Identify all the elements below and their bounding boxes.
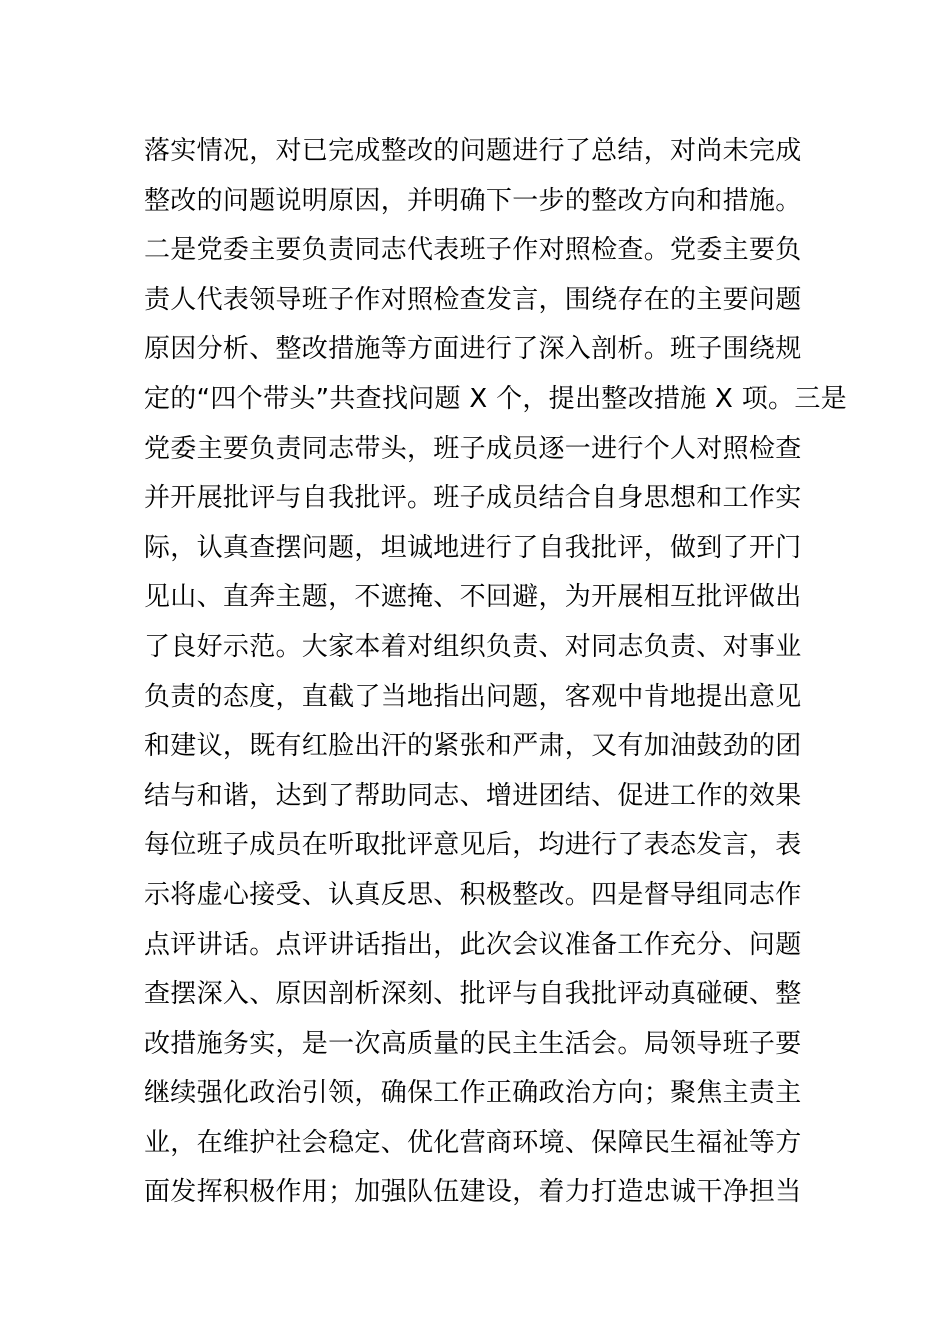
text-line: 见山、直奔主题，不遮掩、不回避，为开展相互批评做出 bbox=[144, 582, 802, 613]
text-line: 面发挥积极作用；加强队伍建设，着力打造忠诚干净担当 bbox=[144, 1177, 802, 1208]
text-line: 点评讲话。点评讲话指出，此次会议准备工作充分、问题 bbox=[144, 929, 802, 960]
text-line: 业，在维护社会稳定、优化营商环境、保障民生福祉等方 bbox=[144, 1127, 802, 1158]
text-line: 责人代表领导班子作对照检查发言，围绕存在的主要问题 bbox=[144, 284, 802, 315]
text-line: 结与和谐，达到了帮助同志、增进团结、促进工作的效果 bbox=[144, 780, 802, 811]
text-line: 整改的问题说明原因，并明确下一步的整改方向和措施。 bbox=[144, 185, 802, 216]
text-line: 每位班子成员在听取批评意见后，均进行了表态发言，表 bbox=[144, 830, 802, 861]
text-line: 继续强化政治引领，确保工作正确政治方向；聚焦主责主 bbox=[144, 1078, 802, 1109]
text-line: 改措施务实，是一次高质量的民主生活会。局领导班子要 bbox=[144, 1028, 802, 1059]
text-line: 查摆深入、原因剖析深刻、批评与自我批评动真碰硬、整 bbox=[144, 979, 802, 1010]
text-line: 际，认真查摆问题，坦诚地进行了自我批评，做到了开门 bbox=[144, 532, 802, 563]
text-line: 落实情况，对已完成整改的问题进行了总结，对尚未完成 bbox=[144, 136, 802, 166]
text-line: 负责的态度，直截了当地指出问题，客观中肯地提出意见 bbox=[144, 681, 802, 712]
text-line: 定的“四个带头”共查找问题 X 个，提出整改措施 X 项。三是 bbox=[144, 383, 847, 414]
text-line: 示将虚心接受、认真反思、积极整改。四是督导组同志作 bbox=[144, 879, 802, 910]
text-line: 党委主要负责同志带头，班子成员逐一进行个人对照检查 bbox=[144, 433, 802, 464]
text-line: 二是党委主要负责同志代表班子作对照检查。党委主要负 bbox=[144, 235, 802, 266]
body-text bbox=[144, 127, 847, 1218]
text-line: 并开展批评与自我批评。班子成员结合自身思想和工作实 bbox=[144, 483, 802, 514]
text-line: 原因分析、整改措施等方面进行了深入剖析。班子围绕规 bbox=[144, 334, 802, 365]
text-line: 了良好示范。大家本着对组织负责、对同志负责、对事业 bbox=[144, 631, 802, 662]
text-line: 和建议，既有红脸出汗的紧张和严肃，又有加油鼓劲的团 bbox=[144, 731, 802, 762]
